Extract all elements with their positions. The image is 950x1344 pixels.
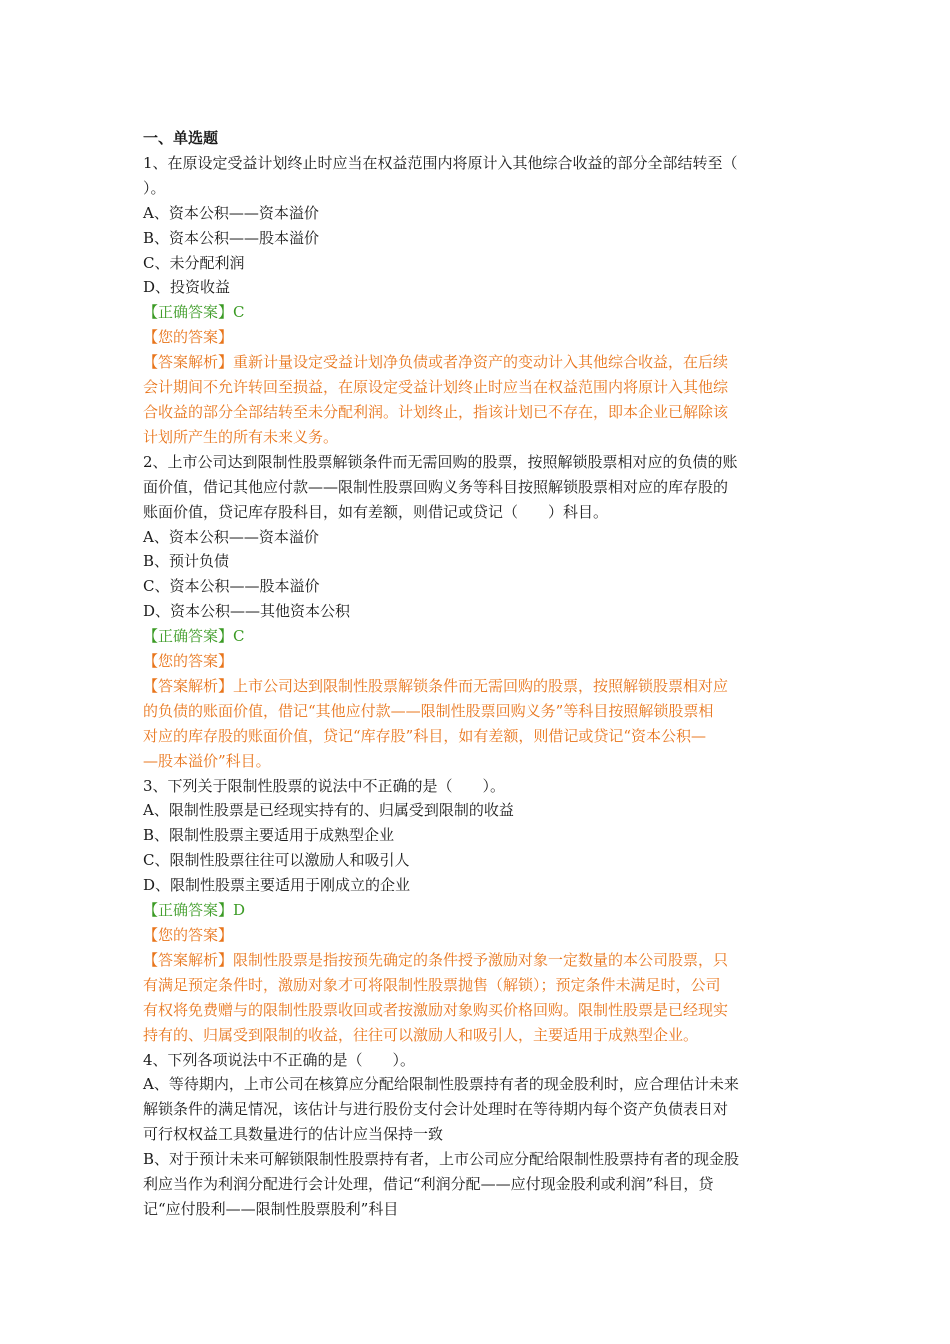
section-title: 一、单选题 <box>143 129 219 147</box>
question-stem: 面价值，借记其他应付款——限制性股票回购义务等科目按照解锁股票相对应的库存股的 <box>143 477 729 496</box>
analysis-text: 重新计量设定受益计划净负债或者净资产的变动计入其他综合收益，在后续 <box>233 353 729 372</box>
question-1 <box>143 151 809 450</box>
option-c: C、资本公积——股本溢价 <box>143 577 320 596</box>
correct-answer-value: C <box>233 627 245 646</box>
analysis-text: 会计期间不允许转回至损益，在原设定受益计划终止时应当在权益范围内将原计入其他综 <box>143 378 729 397</box>
question-stem: 3、下列关于限制性股票的说法中不正确的是（ ）。 <box>143 776 506 795</box>
analysis-label: 【答案解析】 <box>143 353 234 372</box>
analysis-text: 合收益的部分全部结转至未分配利润。计划终止，指该计划已不存在，即本企业已解除该 <box>143 402 729 421</box>
analysis-text: 有权将免费赠与的限制性股票收回或者按激励对象购买价格回购。限制性股票是已经现实 <box>143 1000 729 1019</box>
question-stem: 账面价值，贷记库存股科目，如有差额，则借记或贷记（ ）科目。 <box>143 502 609 521</box>
question-stem: ）。 <box>143 178 166 197</box>
correct-answer-value: D <box>233 901 246 920</box>
option-b: B、资本公积——股本溢价 <box>143 228 320 247</box>
analysis-text: 计划所产生的所有未来义务。 <box>143 427 339 446</box>
analysis-text: —股本溢价”科目。 <box>143 751 271 770</box>
option-c: C、未分配利润 <box>143 253 245 272</box>
option-a: A、资本公积——资本溢价 <box>143 203 319 222</box>
option-a: A、限制性股票是已经现实持有的、归属受到限制的收益 <box>143 801 514 820</box>
analysis-text: 上市公司达到限制性股票解锁条件而无需回购的股票，按照解锁股票相对应 <box>233 676 729 695</box>
option-d: D、投资收益 <box>143 278 231 297</box>
analysis-text: 对应的库存股的账面价值，贷记“库存股”科目，如有差额，则借记或贷记“资本公积— <box>143 726 707 745</box>
answer-analysis <box>143 948 809 973</box>
your-answer-label: 【您的答案】 <box>143 926 234 944</box>
option-d: D、资本公积——其他资本公积 <box>143 602 351 621</box>
question-4 <box>143 1048 809 1222</box>
question-stem: 1、在原设定受益计划终止时应当在权益范围内将原计入其他综合收益的部分全部结转至（ <box>143 153 738 172</box>
correct-answer <box>143 624 809 649</box>
option-d: D、限制性股票主要适用于刚成立的企业 <box>143 876 411 895</box>
option-b: B、限制性股票主要适用于成熟型企业 <box>143 826 395 845</box>
your-answer-label: 【您的答案】 <box>143 328 234 347</box>
document-page <box>143 126 809 1222</box>
option-b: B、对于预计未来可解锁限制性股票持有者，上市公司应分配给限制性股票持有者的现金股 <box>143 1150 740 1169</box>
analysis-text: 有满足预定条件时，激励对象才可将限制性股票抛售（解锁）；预定条件未满足时，公司 <box>143 975 721 994</box>
answer-analysis <box>143 350 809 375</box>
option-c: C、限制性股票往往可以激励人和吸引人 <box>143 851 410 870</box>
your-answer-label: 【您的答案】 <box>143 652 234 671</box>
analysis-label: 【答案解析】 <box>143 950 234 969</box>
answer-analysis <box>143 674 809 699</box>
question-3 <box>143 774 809 1048</box>
option-a: A、等待期内，上市公司在核算应分配给限制性股票持有者的现金股利时，应合理估计未来 <box>143 1075 739 1094</box>
correct-answer <box>143 300 809 325</box>
correct-answer-label: 【正确答案】 <box>143 303 234 322</box>
correct-answer-label: 【正确答案】 <box>143 901 234 920</box>
analysis-text: 限制性股票是指按预先确定的条件授予激励对象一定数量的本公司股票，只 <box>233 950 729 969</box>
question-stem: 4、下列各项说法中不正确的是（ ）。 <box>143 1050 416 1069</box>
correct-answer-label: 【正确答案】 <box>143 627 234 646</box>
option-b: B、预计负债 <box>143 552 230 571</box>
question-stem: 2、上市公司达到限制性股票解锁条件而无需回购的股票，按照解锁股票相对应的负债的账 <box>143 452 738 471</box>
correct-answer <box>143 898 809 923</box>
analysis-label: 【答案解析】 <box>143 676 234 695</box>
option-a-continued: 可行权权益工具数量进行的估计应当保持一致 <box>143 1125 444 1144</box>
analysis-text: 的负债的账面价值，借记“其他应付款——限制性股票回购义务”等科目按照解锁股票相 <box>143 701 714 720</box>
correct-answer-value: C <box>233 303 245 322</box>
option-b-continued: 记“应付股利——限制性股票股利”科目 <box>143 1199 399 1218</box>
option-a-continued: 解锁条件的满足情况，该估计与进行股份支付会计处理时在等待期内每个资产负债表日对 <box>143 1100 729 1119</box>
option-a: A、资本公积——资本溢价 <box>143 527 319 546</box>
analysis-text: 持有的、归属受到限制的收益，往往可以激励人和吸引人，主要适用于成熟型企业。 <box>143 1025 699 1044</box>
option-b-continued: 利应当作为利润分配进行会计处理，借记“利润分配——应付现金股利或利润”科目，贷 <box>143 1175 714 1194</box>
question-2 <box>143 450 809 774</box>
